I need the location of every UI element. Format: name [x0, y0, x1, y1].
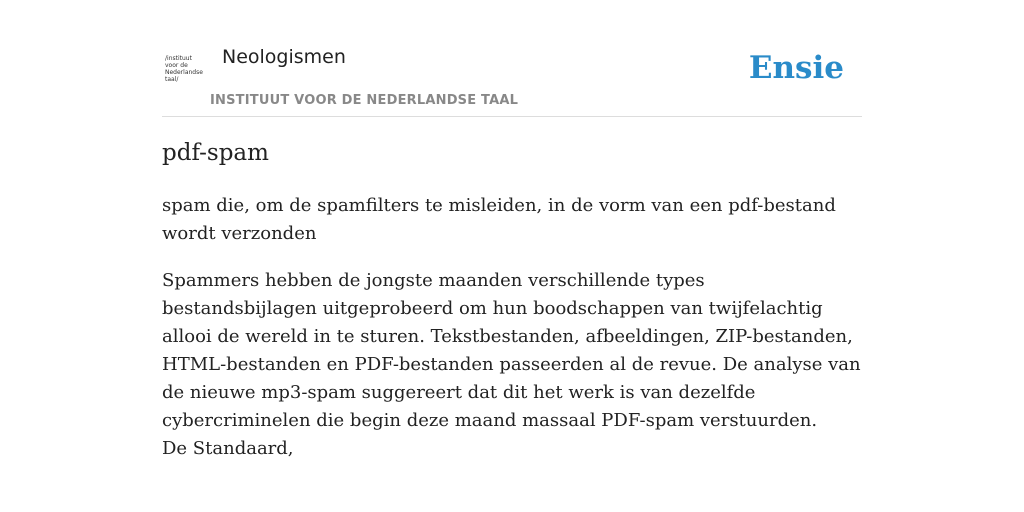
example-quote: Spammers hebben de jongste maanden verschillende types bestandsbijlagen uitgeprobeerd om hun boodschappen van twijfelachtig allooi de wereld in te sturen. Tekstbestanden, afbeeldingen, ZIP-bestanden, HTML-bestanden en PDF-bestanden passeerden al de revue. De analyse van de nieuwe mp3-spam suggereert dat dit het werk is van dezelfde cybercriminelen die begin deze maand massaal PDF-spam verstuurden. — [162, 270, 861, 431]
quote-citation: De Standaard, — [162, 438, 294, 459]
institute-logo[interactable]: /instituut voor de Nederlandse taal/ — [165, 55, 203, 83]
source-name[interactable]: Neologismen — [222, 46, 346, 68]
entry-definition: spam die, om de spamfilters te misleiden, in de vorm van een pdf-bestand wordt verzonden — [162, 195, 836, 244]
header — [162, 0, 862, 117]
source-organization[interactable]: INSTITUUT VOOR DE NEDERLANDSE TAAL — [210, 93, 519, 108]
entry-title: pdf-spam — [162, 140, 269, 166]
page-content — [162, 0, 862, 459]
brand-logo[interactable]: Ensie — [748, 50, 844, 86]
